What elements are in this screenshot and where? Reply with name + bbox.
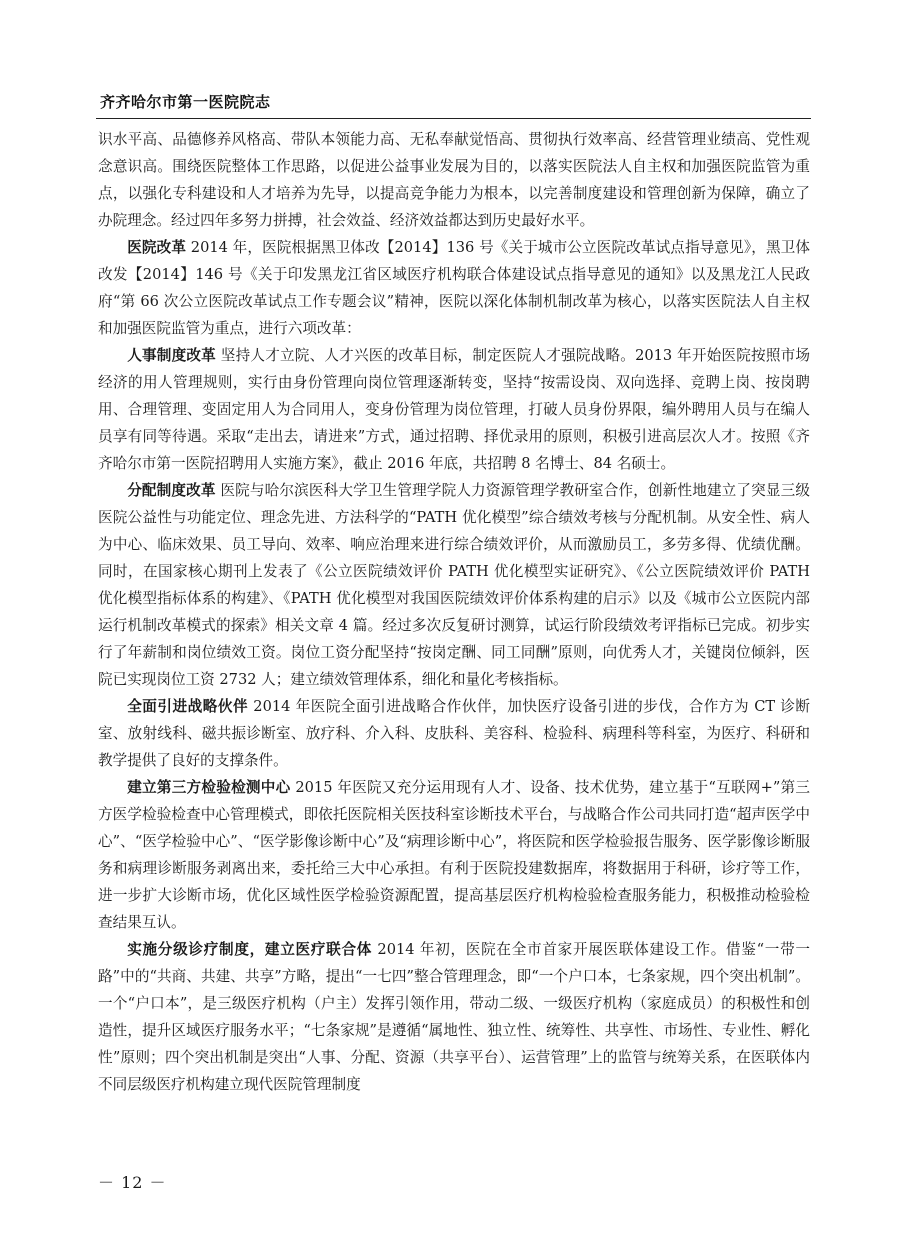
paragraph-strategic-partners (98, 693, 810, 774)
paragraph-text: 坚持人才立院、人才兴医的改革目标，制定医院人才强院战略。2013 年开始医院按照市场经济的用人管理规则，实行由身份管理向岗位管理逐渐转变，坚持“按需设岗、双向选择、竞聘上岗、按岗聘用、合理管理、变固定用人为合同用人，变身份管理为岗位管理，打破人员身份界限，编外聘用人员与在编人员享有同等待遇。采取“走出去，请进来”方式，通过招聘、择优录用的原则，积极引进高层次人才。按照《齐齐哈尔市第一医院招聘用人实施方案》，截止 2016 年底，共招聘 8 名博士、84 名硕士。 (98, 347, 810, 472)
paragraph-heading: 分配制度改革 (127, 482, 216, 499)
running-header-title: 齐齐哈尔市第一医院院志 (100, 93, 271, 111)
paragraph-continuation (98, 126, 810, 234)
paragraph-distribution-reform (98, 477, 810, 693)
paragraph-text: 识水平高、品德修养风格高、带队本领能力高、无私奉献觉悟高、贯彻执行效率高、经营管理业绩高、党性观念意识高。围绕医院整体工作思路，以促进公益事业发展为目的，以落实医院法人自主权和加强医院监管为重点，以强化专科建设和人才培养为先导，以提高竞争能力为根本，以完善制度建设和管理创新为保障，确立了办院理念。经过四年多努力拼搏，社会效益、经济效益都达到历史最好水平。 (98, 131, 810, 229)
paragraph-heading: 全面引进战略伙伴 (127, 698, 249, 715)
paragraph-heading: 建立第三方检验检测中心 (127, 779, 291, 796)
paragraph-text: 2014 年医院全面引进战略合作伙伴，加快医疗设备引进的步伐，合作方为 CT 诊断室、放射线科、磁共振诊断室、放疗科、介入科、皮肤科、美容科、检验科、病理科等科室，为医疗、科研和教学提供了良好的支撑条件。 (98, 698, 810, 769)
paragraph-personnel-reform (98, 342, 810, 477)
page-number: － 12 － (98, 1173, 167, 1192)
paragraph-heading: 人事制度改革 (127, 347, 216, 364)
header-rule-divider (96, 118, 811, 119)
paragraph-text: 医院与哈尔滨医科大学卫生管理学院人力资源管理学教研室合作，创新性地建立了突显三级医院公益性与功能定位、理念先进、方法科学的“PATH 优化模型”综合绩效考核与分配机制。从安全性、病人为中心、临床效果、员工导向、效率、响应治理来进行综合绩效评价，从而激励员工，多劳多得、优绩优酬。同时，在国家核心期刊上发表了《公立医院绩效评价 PATH 优化模型实证研究》、《公立医院绩效评价 PATH 优化模型指标体系的构建》、《PATH 优化模型对我国医院绩效评价体系构建的启示》以及《城市公立医院内部运行机制改革模式的探索》相关文章 4 篇。经过多次反复研讨测算，试运行阶段绩效考评指标已完成。初步实行了年薪制和岗位绩效工资。岗位工资分配坚持“按岗定酬、同工同酬”原则，向优秀人才，关键岗位倾斜，医院已实现岗位工资 2732 人；建立绩效管理体系，细化和量化考核指标。 (98, 482, 810, 688)
paragraph-hospital-reform (98, 234, 810, 342)
paragraph-text: 2014 年，医院根据黑卫体改【2014】136 号《关于城市公立医院改革试点指导意见》，黑卫体改发【2014】146 号《关于印发黑龙江省区域医疗机构联合体建设试点指导意见的通知》以及黑龙江人民政府“第 66 次公立医院改革试点工作专题会议”精神，医院以深化体制机制改革为核心，以落实医院法人自主权和加强医院监管为重点，进行六项改革： (98, 239, 810, 337)
paragraph-heading: 医院改革 (127, 239, 187, 256)
paragraph-heading: 实施分级诊疗制度，建立医疗联合体 (127, 941, 373, 958)
body-text (98, 126, 810, 1098)
paragraph-text: 2015 年医院又充分运用现有人才、设备、技术优势，建立基于“互联网+”第三方医学检验检查中心管理模式，即依托医院相关医技科室诊断技术平台，与战略合作公司共同打造“超声医学中心”、“医学检验中心”、“医学影像诊断中心”及“病理诊断中心”，将医院和医学检验报告服务、医学影像诊断服务和病理诊断服务剥离出来，委托给三大中心承担。有利于医院投建数据库，将数据用于科研，诊疗等工作，进一步扩大诊断市场，优化区域性医学检验资源配置，提高基层医疗机构检验检查服务能力，积极推动检验检查结果互认。 (98, 779, 810, 931)
paragraph-third-party-lab (98, 774, 810, 936)
paragraph-tiered-care (98, 936, 810, 1098)
paragraph-text: 2014 年初，医院在全市首家开展医联体建设工作。借鉴“一带一路”中的“共商、共建、共享”方略，提出“一七四”整合管理理念，即“一个户口本，七条家规，四个突出机制”。一个“户口本”，是三级医疗机构（户主）发挥引领作用，带动二级、一级医疗机构（家庭成员）的积极性和创造性，提升区域医疗服务水平；“七条家规”是遵循“属地性、独立性、统筹性、共享性、市场性、专业性、孵化性”原则；四个突出机制是突出“人事、分配、资源（共享平台）、运营管理”上的监管与统筹关系，在医联体内不同层级医疗机构建立现代医院管理制度 (98, 941, 810, 1093)
